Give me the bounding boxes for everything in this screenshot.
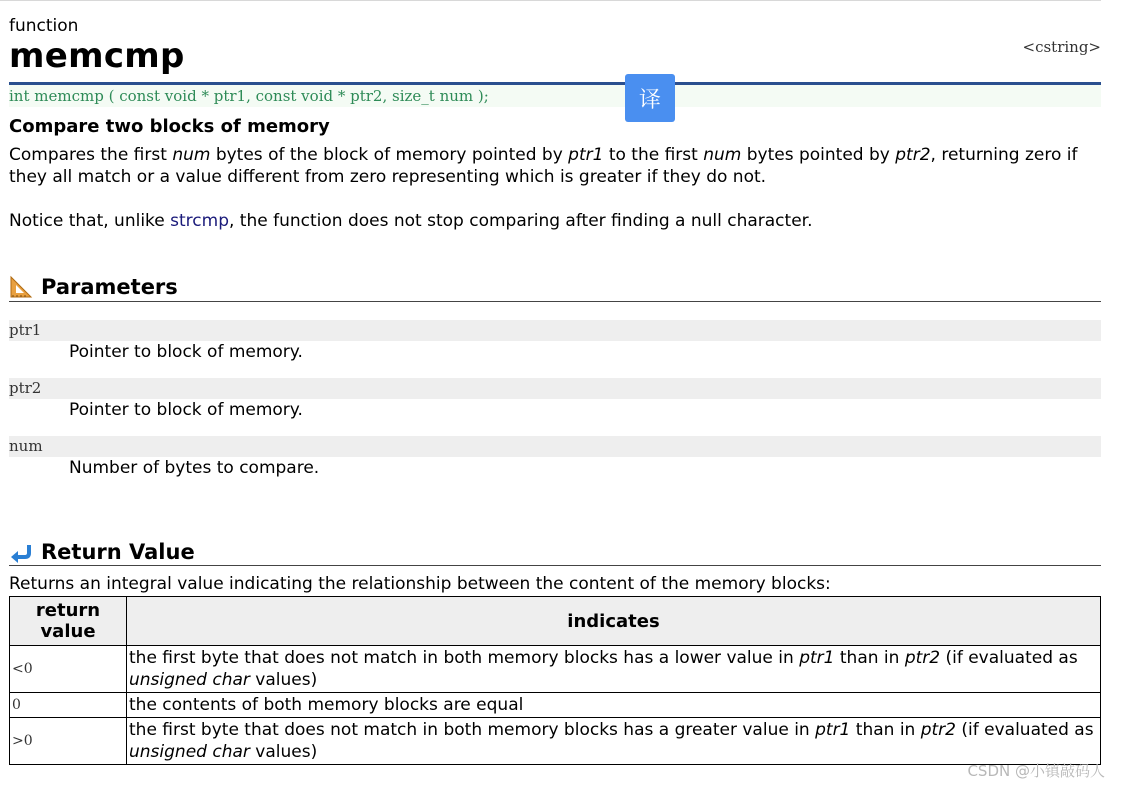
watermark: CSDN @小镇敲码人: [967, 762, 1105, 780]
text: (if evaluated as: [955, 720, 1094, 740]
section-title: Parameters: [41, 275, 178, 299]
text: bytes pointed by: [741, 145, 896, 165]
strcmp-link[interactable]: strcmp: [170, 211, 229, 231]
return-arrow-icon: [9, 540, 33, 564]
text: bytes of the block of memory pointed by: [210, 145, 569, 165]
text: , returning zero if they all match or a value different from zero representing which is greater if they do not.: [9, 145, 1078, 187]
text: , the function does not stop comparing after finding a null character.: [229, 211, 813, 231]
description-paragraph: [9, 144, 1101, 188]
section-title: Return Value: [41, 540, 195, 564]
text: values): [249, 742, 318, 762]
text: than in: [834, 648, 905, 668]
param-description: Pointer to block of memory.: [69, 342, 303, 362]
section-rule: [9, 301, 1101, 302]
param-ref: ptr2: [904, 648, 941, 668]
param-name: num: [9, 436, 1101, 457]
text: the first byte that does not match in both memory blocks has a greater value in: [129, 720, 816, 740]
function-prototype: int memcmp ( const void * ptr1, const void * ptr2, size_t num );: [9, 85, 1101, 107]
text: than in: [850, 720, 921, 740]
library-header-tag[interactable]: <cstring>: [1022, 38, 1101, 56]
text: values): [249, 670, 318, 690]
return-value-table: [9, 596, 1101, 765]
return-code: <0: [10, 646, 127, 693]
top-border: [0, 0, 1101, 1]
param-ref: ptr2: [895, 145, 931, 165]
page-title: memcmp: [9, 36, 185, 76]
param-ref: ptr2: [920, 720, 956, 740]
return-value-heading: [9, 540, 195, 564]
translate-button[interactable]: 译: [625, 74, 675, 122]
text: (if evaluated as: [940, 648, 1078, 668]
param-ref: ptr1: [815, 720, 851, 740]
entity-kind: function: [9, 16, 79, 36]
param-description: Pointer to block of memory.: [69, 400, 303, 420]
column-header: return value: [10, 597, 127, 646]
text: the first byte that does not match in both memory blocks has a lower value in: [129, 648, 800, 668]
param-name: ptr2: [9, 378, 1101, 399]
param-name: ptr1: [9, 320, 1101, 341]
table-row: [10, 718, 1101, 765]
return-meaning: [127, 646, 1101, 693]
note-paragraph: [9, 210, 1101, 232]
text: to the first: [603, 145, 704, 165]
table-row: [10, 693, 1101, 718]
column-header: indicates: [127, 597, 1101, 646]
type-ref: unsigned char: [129, 670, 250, 690]
return-intro: Returns an integral value indicating the relationship between the content of the memory blocks:: [9, 574, 831, 594]
param-ref: ptr1: [799, 648, 835, 668]
return-code: >0: [10, 718, 127, 765]
ruler-triangle-icon: [9, 275, 33, 299]
table-row: [10, 646, 1101, 693]
return-code: 0: [10, 693, 127, 718]
section-rule: [9, 565, 1101, 566]
text: the contents of both memory blocks are equal: [129, 695, 524, 715]
parameters-heading: [9, 275, 178, 299]
summary-title: Compare two blocks of memory: [9, 116, 330, 137]
param-ref: num: [703, 145, 742, 165]
param-ref: num: [172, 145, 211, 165]
param-ref: ptr1: [568, 145, 604, 165]
table-header-row: [10, 597, 1101, 646]
param-description: Number of bytes to compare.: [69, 458, 320, 478]
text: Notice that, unlike: [9, 211, 171, 231]
return-meaning: [127, 718, 1101, 765]
text: Compares the first: [9, 145, 173, 165]
type-ref: unsigned char: [129, 742, 250, 762]
return-meaning: [127, 693, 1101, 718]
